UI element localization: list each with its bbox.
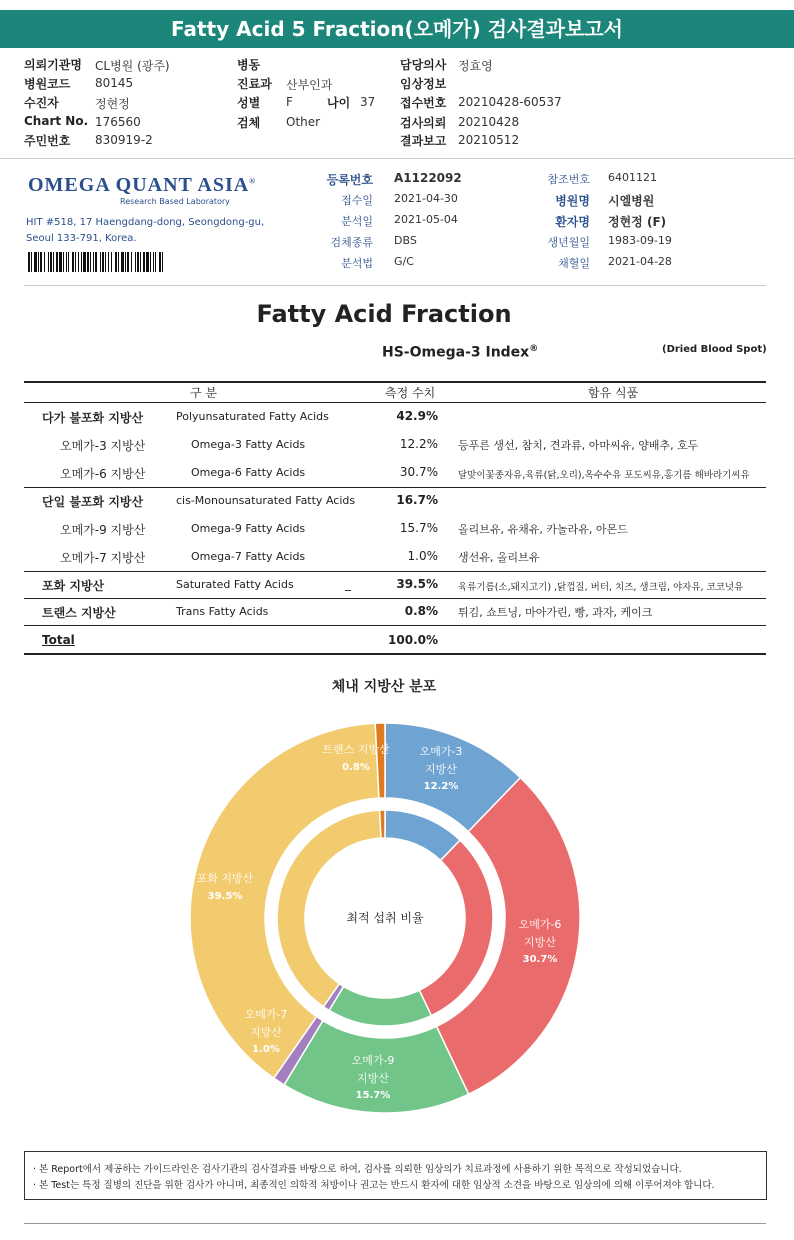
info-label: 검사의뢰	[400, 116, 447, 130]
barcode-bar	[111, 252, 112, 272]
info-label: 주민번호	[24, 134, 71, 148]
barcode-bar	[48, 252, 49, 272]
row-food: 등푸른 생선, 참치, 견과류, 아마씨유, 양배추, 호두	[458, 439, 699, 452]
barcode-bar	[159, 252, 161, 272]
table-bottom-border	[24, 653, 766, 655]
barcode-bar	[118, 252, 119, 272]
row-divider	[24, 487, 766, 488]
row-label-english: Omega-6 Fatty Acids	[191, 466, 306, 479]
row-label-korean: 다가 불포화 지방산	[42, 411, 144, 425]
fatty-acid-donut-chart	[0, 700, 794, 1140]
row-label-korean: 포화 지방산	[42, 579, 105, 593]
section-divider	[24, 285, 766, 286]
row-value: 30.7%	[399, 465, 438, 479]
fraction-title: Fatty Acid Fraction	[256, 300, 512, 328]
barcode-bar	[93, 252, 94, 272]
row-label-english: Omega-3 Fatty Acids	[191, 438, 306, 451]
row-label-korean: 단일 불포화 지방산	[42, 495, 144, 509]
barcode	[28, 252, 166, 272]
info-label: 수진자	[24, 96, 59, 110]
slice-value-label: 1.0%	[252, 1044, 280, 1055]
footer-divider	[24, 1223, 766, 1224]
chart-center-label: 최적 섭취 비율	[346, 911, 424, 925]
row-food: 생선유, 올리브유	[458, 551, 540, 564]
slice-name-label: 오메가-6	[518, 918, 562, 931]
barcode-bar	[66, 252, 67, 272]
slice-name-label: 오메가-9	[351, 1054, 395, 1067]
row-label-korean: 오메가-7 지방산	[60, 551, 146, 565]
barcode-bar	[72, 252, 74, 272]
reg-label: 병원명	[555, 194, 590, 208]
barcode-bar	[90, 252, 91, 272]
info-label: 담당의사	[400, 58, 447, 72]
report-title: Fatty Acid 5 Fraction(오메가) 검사결과보고서	[0, 10, 794, 48]
lab-logo: OMEGA QUANT ASIA®	[28, 174, 257, 196]
omega-index-label: HS-Omega-3 Index®	[382, 344, 539, 361]
row-value: 16.7%	[396, 493, 438, 507]
total-label: Total	[42, 633, 75, 647]
barcode-bar	[31, 252, 32, 272]
slice-name-label: 오메가-7	[244, 1008, 288, 1021]
sample-type: (Dried Blood Spot)	[662, 344, 767, 355]
barcode-bar	[40, 252, 42, 272]
reg-label: 생년월일	[547, 236, 590, 249]
row-divider	[24, 598, 766, 599]
table-header-border	[24, 402, 766, 403]
row-dash: _	[345, 577, 351, 591]
info-label: 결과보고	[400, 134, 447, 148]
reg-value: A1122092	[394, 171, 462, 185]
barcode-bar	[75, 252, 76, 272]
row-value: 15.7%	[399, 521, 438, 535]
reg-label: 분석법	[341, 257, 373, 270]
info-value: 37	[360, 95, 376, 109]
slice-name-label: 지방산	[250, 1026, 282, 1039]
barcode-bar	[78, 252, 79, 272]
info-value: CL병원 (광주)	[95, 59, 170, 73]
slice-name-label: 지방산	[425, 763, 457, 776]
info-value: 176560	[95, 115, 141, 129]
row-label-english: Omega-7 Fatty Acids	[191, 550, 306, 563]
barcode-bar	[150, 252, 151, 272]
barcode-bar	[153, 252, 154, 272]
col-header-category: 구 분	[190, 386, 217, 400]
outer-slice-오메가-6	[436, 778, 580, 1094]
row-label-korean: 오메가-3 지방산	[60, 439, 146, 453]
barcode-bar	[34, 252, 37, 272]
row-food: 올리브유, 유채유, 카놀라유, 아몬드	[458, 523, 628, 536]
barcode-bar	[59, 252, 62, 272]
reg-value: 1983-09-19	[608, 234, 672, 247]
barcode-bar	[162, 252, 163, 272]
barcode-bar	[108, 252, 109, 272]
row-label-english: Trans Fatty Acids	[176, 605, 269, 618]
col-header-value: 측정 수치	[385, 386, 436, 400]
barcode-bar	[50, 252, 52, 272]
reg-value: 6401121	[608, 171, 657, 184]
info-value: 20210512	[458, 133, 520, 147]
slice-value-label: 15.7%	[355, 1090, 391, 1101]
lab-address-line1: HIT #518, 17 Haengdang-dong, Seongdong-gu,	[26, 217, 265, 228]
barcode-bar	[155, 252, 156, 272]
info-label: 진료과	[237, 77, 272, 91]
barcode-bar	[56, 252, 58, 272]
info-label: 병원코드	[24, 77, 71, 91]
barcode-bar	[115, 252, 117, 272]
row-label-english: Omega-9 Fatty Acids	[191, 522, 306, 535]
section-divider	[0, 158, 794, 159]
barcode-bar	[102, 252, 104, 272]
reg-value: G/C	[394, 255, 414, 268]
info-label: Chart No.	[24, 114, 89, 128]
reg-label: 접수일	[341, 194, 373, 207]
disclaimer-line: · 본 Test는 특정 질병의 진단을 위한 검사가 아니며, 최종적인 의학적 처방이나 권고는 반드시 환자에 대한 임상적 소견을 바탕으로 임상의에 의해 이루어져야 합니다.	[33, 1180, 715, 1191]
reg-label: 참조번호	[547, 173, 590, 186]
barcode-bar	[137, 252, 139, 272]
info-value: Other	[286, 115, 321, 129]
reg-label: 검체종류	[330, 236, 373, 249]
info-label: 의뢰기관명	[24, 58, 82, 72]
reg-value: 시엘병원	[608, 194, 655, 208]
info-value: 산부인과	[286, 78, 333, 92]
info-label: 성별	[237, 96, 261, 110]
slice-name-label: 트랜스 지방산	[322, 743, 390, 756]
disclaimer-line: · 본 Report에서 제공하는 가이드라인은 검사기관의 검사결과를 바탕으로 하여, 검사를 의뢰한 임상의가 치료과정에 사용하기 위한 목적으로 작성되었습니다.	[33, 1164, 682, 1175]
row-label-english: Polyunsaturated Fatty Acids	[176, 410, 329, 423]
barcode-bar	[105, 252, 106, 272]
reg-value: 2021-04-30	[394, 192, 458, 205]
info-value: 80145	[95, 76, 134, 90]
inner-slice-오메가-9	[329, 986, 431, 1026]
row-label-korean: 오메가-6 지방산	[60, 467, 146, 481]
lab-address-line2: Seoul 133-791, Korea.	[26, 233, 137, 244]
reg-value: 2021-04-28	[608, 255, 672, 268]
disclaimer-box	[24, 1151, 767, 1200]
info-value: F	[286, 95, 293, 109]
info-value: 정현정	[95, 97, 130, 111]
info-value: 830919-2	[95, 133, 153, 147]
info-value: 20210428-60537	[458, 95, 562, 109]
barcode-bar	[146, 252, 149, 272]
reg-label: 등록번호	[326, 173, 373, 187]
info-label: 검체	[237, 116, 261, 130]
info-label: 병동	[237, 58, 261, 72]
barcode-bar	[63, 252, 64, 272]
barcode-bar	[68, 252, 69, 272]
inner-slice-트랜스-지방산	[380, 810, 385, 838]
barcode-bar	[131, 252, 132, 272]
reg-value: 2021-05-04	[394, 213, 458, 226]
row-food: 튀김, 쇼트닝, 마아가린, 빵, 과자, 케이크	[458, 606, 653, 619]
barcode-bar	[140, 252, 141, 272]
row-value: 12.2%	[399, 437, 438, 451]
reg-value: 정현정 (F)	[608, 215, 667, 229]
barcode-bar	[127, 252, 129, 272]
row-label-korean: 오메가-9 지방산	[60, 523, 146, 537]
barcode-bar	[38, 252, 39, 272]
barcode-bar	[81, 252, 82, 272]
row-value: 0.8%	[404, 604, 438, 618]
barcode-bar	[135, 252, 136, 272]
barcode-bar	[121, 252, 124, 272]
reg-value: DBS	[394, 234, 417, 247]
barcode-bar	[87, 252, 89, 272]
row-label-english: cis-Monounsaturated Fatty Acids	[176, 494, 356, 507]
row-value: 1.0%	[407, 549, 438, 563]
info-value: 정효영	[458, 59, 493, 73]
slice-name-label: 지방산	[357, 1072, 389, 1085]
barcode-bar	[143, 252, 145, 272]
col-header-food: 함유 식품	[588, 386, 639, 400]
row-food: 달맞이꽃종자유,육류(닭,오리),옥수수유 포도씨유,홍기름 해바라기씨유	[458, 470, 750, 481]
slice-value-label: 39.5%	[207, 891, 243, 902]
reg-label: 환자명	[555, 215, 590, 229]
info-label: 임상정보	[400, 77, 447, 91]
slice-value-label: 12.2%	[423, 781, 459, 792]
barcode-bar	[125, 252, 126, 272]
info-label: 나이	[327, 96, 351, 110]
lab-tagline: Research Based Laboratory	[120, 197, 230, 206]
barcode-bar	[95, 252, 97, 272]
row-value: 39.5%	[396, 577, 438, 591]
row-food: 육류기름(소,돼지고기) ,닭껍질, 버터, 치즈, 생크림, 야자유, 코코넛유	[458, 582, 744, 593]
row-label-korean: 트랜스 지방산	[42, 606, 116, 620]
barcode-bar	[44, 252, 45, 272]
barcode-bar	[100, 252, 101, 272]
barcode-bar	[83, 252, 86, 272]
barcode-bar	[53, 252, 54, 272]
row-value: 42.9%	[396, 409, 438, 423]
reg-label: 채혈일	[558, 257, 590, 270]
slice-name-label: 지방산	[524, 936, 556, 949]
chart-title: 체내 지방산 분포	[331, 679, 437, 695]
row-divider	[24, 625, 766, 626]
slice-name-label: 포화 지방산	[196, 872, 254, 885]
slice-value-label: 0.8%	[342, 762, 370, 773]
slice-name-label: 오메가-3	[419, 745, 463, 758]
row-label-english: Saturated Fatty Acids	[176, 578, 294, 591]
table-top-border	[24, 381, 766, 383]
reg-label: 분석일	[341, 215, 373, 228]
barcode-bar	[28, 252, 30, 272]
total-value: 100.0%	[388, 633, 438, 647]
row-divider	[24, 571, 766, 572]
slice-value-label: 30.7%	[522, 954, 558, 965]
info-value: 20210428	[458, 115, 520, 129]
info-label: 접수번호	[400, 96, 447, 110]
